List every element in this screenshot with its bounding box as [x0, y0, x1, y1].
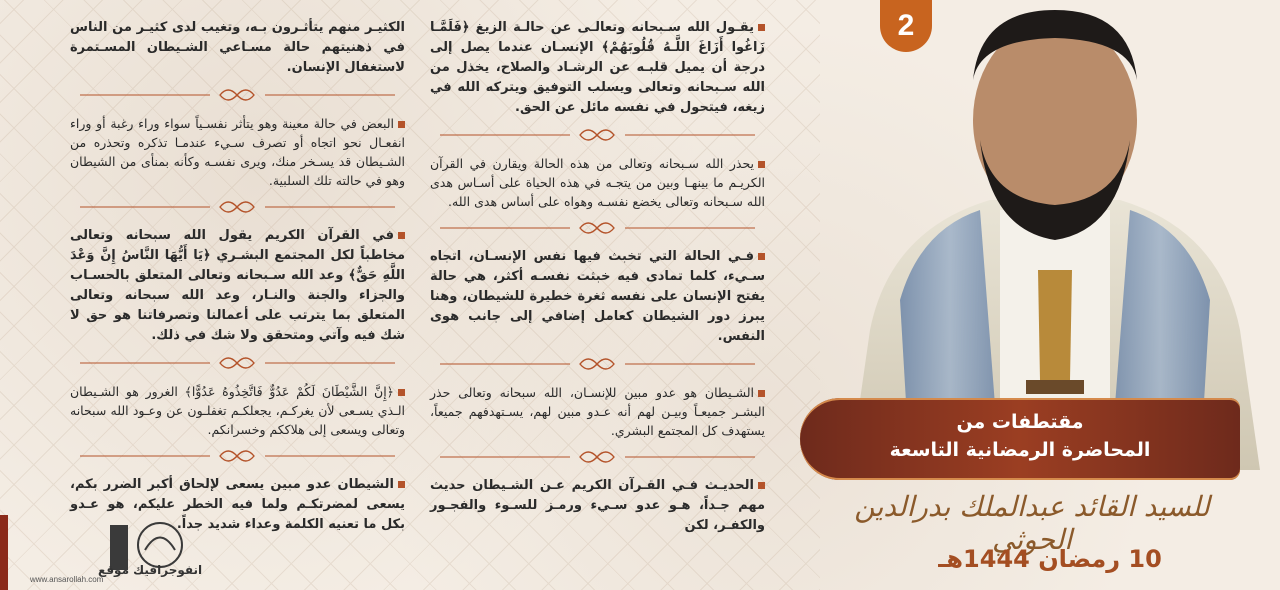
paragraph: الحديـث فـي القـرآن الكريم عـن الشـيطان حديث مهم جـداً، هـو عدو سـيء ورمـز للسـوء والفجـور والكفـر، لكن [430, 478, 765, 533]
bullet-icon [758, 390, 765, 397]
paragraph: يقـول الله سـبحانه وتعالـى عن حالـة الزيغ ﴿فَلَمَّـا زَاغُوا أَزَاغَ اللَّـهُ قُلُوبَهُمْ﴾ الإنسـان عندما يصل إلى درجة أن يميل قلبـه عن الرشـاد والصلاح، يخذل من الله سـبحانه وتعالى ويسلب التوفيق ويتركه الله في زيغه، فيتحول في نفسه مائل عن الحق. [430, 20, 765, 115]
bullet-icon [758, 161, 765, 168]
title-line-1: مقتطفات من [956, 411, 1084, 433]
paragraph: ﴿إِنَّ الشَّيْطَانَ لَكُمْ عَدُوٌّ فَاتَّخِذُوهُ عَدُوًّا﴾ الغرور هو الشـيطان الـذي يسـعى لأن يغركـم، يجعلكـم تغفلـون عن وعـود الله سبحانه وتعالى ويسعى إلى هلاككم وخسرانكم. [70, 384, 405, 437]
ornament-divider [70, 84, 405, 106]
ornament-divider [70, 196, 405, 218]
left-text-column [70, 18, 405, 541]
number-badge: 2 [880, 0, 932, 52]
footer-site-label: انفوجرافيك موقع [98, 563, 203, 577]
bullet-icon [398, 232, 405, 239]
bullet-icon [398, 481, 405, 488]
paragraph: فـي الحالة التي تخبث فيها نفس الإنسـان، اتجاه سـيء، كلما تمادى فيه خبثت نفسـه أكثر، هي حالة يفتح الإنسان على نفسه ثغرة خطيرة للشيطان، وهنا يبرز دور الشيطان كعامل إضافي إلى جانب هوى النفس. [430, 249, 765, 344]
calligraphy-signature: للسيد القائد عبدالملك بدرالدين الحوثي [854, 490, 1210, 556]
paragraph: يحذر الله سـبحانه وتعالى من هذه الحالة ويقارن في القرآن الكريـم ما بينهـا وبين من يتجـه في هذه الحياة على أسـاس هدى الله سـبحانه وتعالى يخضع نفسـه وهواه على أساس هدى الله. [430, 156, 765, 209]
title-banner [800, 398, 1240, 480]
bullet-icon [758, 24, 765, 31]
bullet-icon [758, 253, 765, 260]
bullet-icon [398, 121, 405, 128]
paragraph: الكثيـر منهم يتأثـرون بـه، وتغيب لدى كثيـر من الناس في ذهنيتهم حالة مسـاعي الشـيطان المسـتمرة لاستغفال الإنسان. [70, 20, 405, 75]
title-line-2: المحاضرة الرمضانية التاسعة [889, 439, 1151, 461]
accent-strip [0, 515, 8, 590]
right-text-column [430, 18, 765, 542]
ornament-divider [70, 352, 405, 374]
ornament-divider [430, 446, 765, 468]
paragraph: الشـيطان هو عدو مبين للإنسـان، الله سبحانه وتعالى حذر البشـر جميعـاً وبيـن لهم أنه عـدو مبين لهم، يسـتهدفهم جميعاً، يستهدف كل المجتمع البشري. [430, 385, 765, 438]
date: 10 رمضان 1444هـ [938, 545, 1162, 573]
bullet-icon [398, 389, 405, 396]
paragraph: الشيطان عدو مبين يسعى لإلحاق أكبر الضرر بكم، يسعى لمضرتكـم ولما فيه الخطر عليكم، هو عـدو بكل ما تعنيه الكلمة وعداء شديد جداً. [70, 477, 405, 532]
footer-url[interactable]: www.ansarollah.com [30, 575, 104, 584]
ornament-divider [430, 217, 765, 239]
ornament-divider [430, 353, 765, 375]
bullet-icon [758, 482, 765, 489]
ornament-divider [430, 124, 765, 146]
ornament-divider [70, 445, 405, 467]
paragraph: البعض في حالة معينة وهو يتأثر نفسـياً سواء وراء رغبة أو وراء انفعـال نحو اتجاه أو تصرف سـيء عندمـا تذكره وتحذره من الشـيطان قد يسـخر منك، ويرى نفسـه وكأنه بمنأى من الشيطان وهو في حالته تلك السلبية. [70, 116, 405, 188]
paragraph: في القرآن الكريم يقول الله سبحانه وتعالى مخاطباً لكل المجتمع البشـري ﴿يَا أَيُّهَا النَّاسُ إِنَّ وَعْدَ اللَّهِ حَقٌّ﴾ وعد الله سـبحانه وتعالى المتعلق بالحسـاب والجزاء والجنة والنـار، وعد الله سبحانه وتعالى المتعلق بما يترتب على أعمالنا وتصرفاتنا هو حق لا شك فيه وآتي ومتحقق ولا شك في ذلك. [70, 228, 405, 343]
